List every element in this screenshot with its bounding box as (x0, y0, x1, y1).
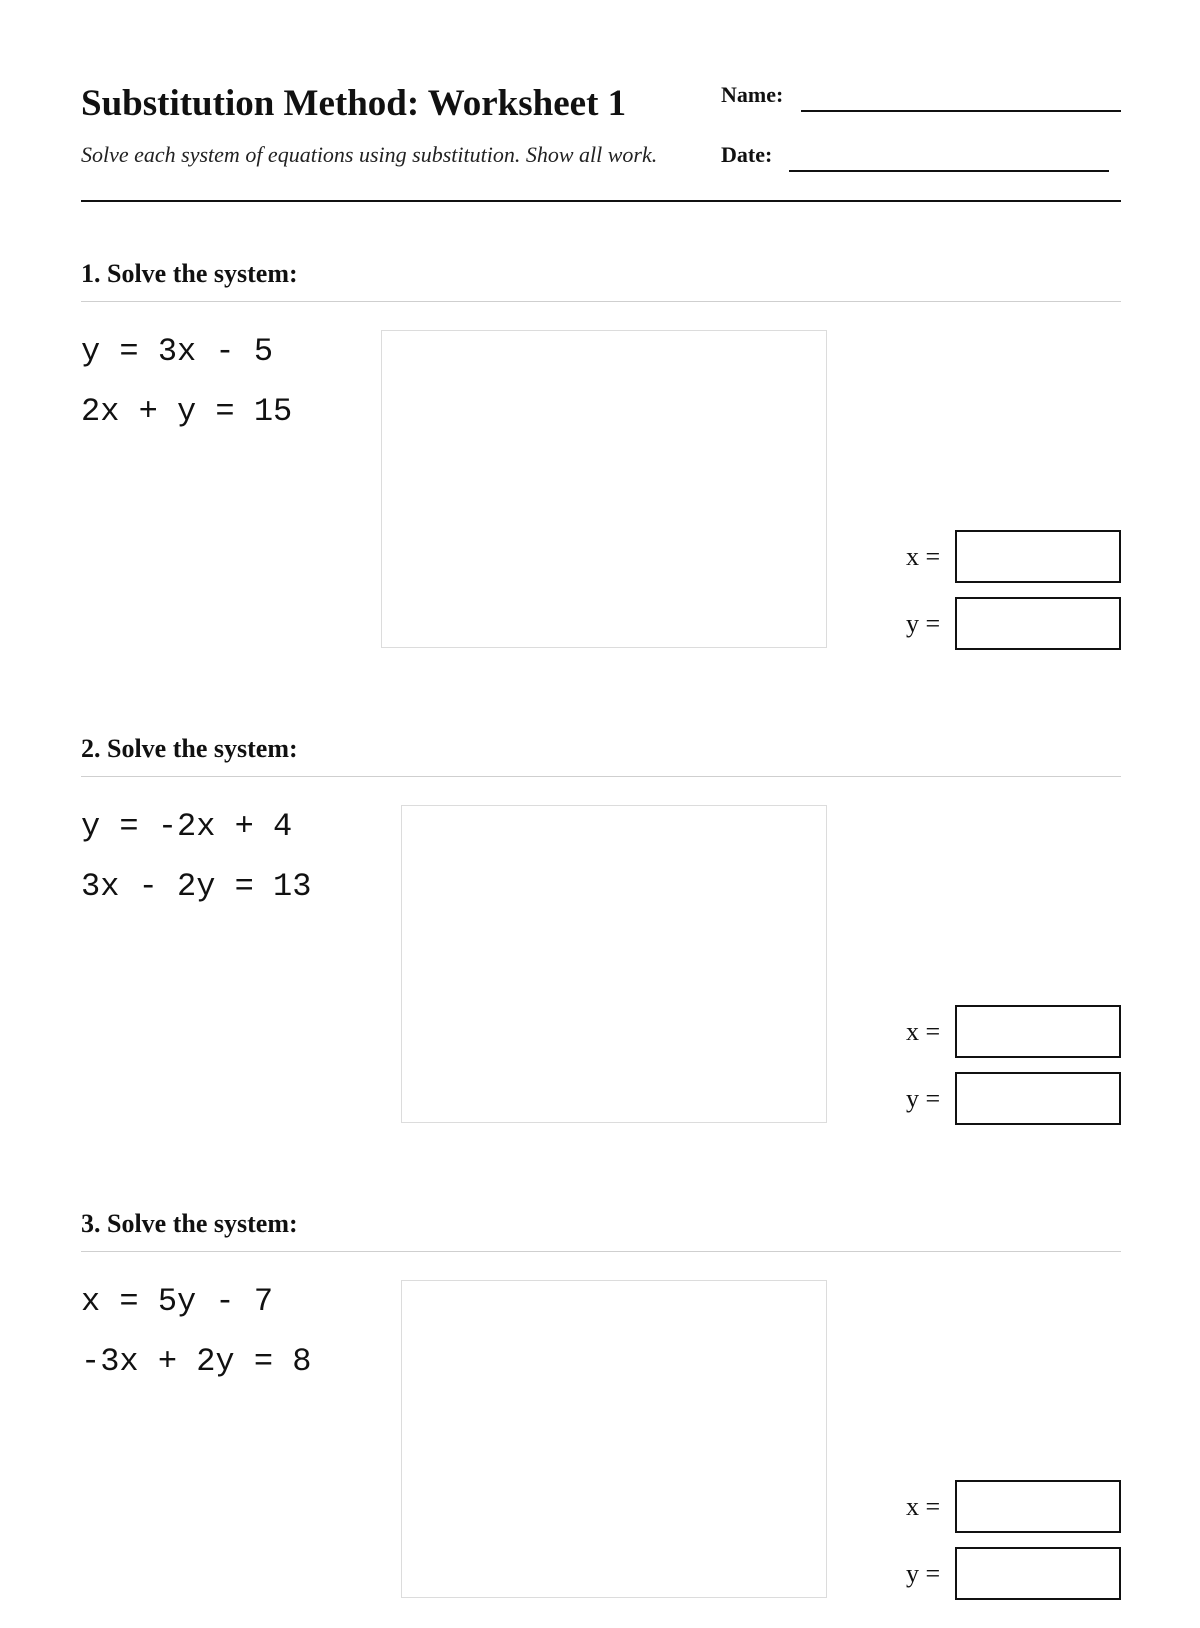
work-area[interactable] (401, 805, 827, 1123)
answer-x-box[interactable] (955, 1480, 1121, 1533)
problem-2 (81, 733, 1121, 1153)
date-label: Date: (721, 142, 773, 167)
problem-divider (81, 1251, 1121, 1252)
equation-1: y = 3x - 5 (81, 333, 274, 370)
equation-1: y = -2x + 4 (81, 808, 293, 845)
page-title: Substitution Method: Worksheet 1 (81, 83, 627, 124)
name-field[interactable] (801, 110, 1121, 112)
answer-x-box[interactable] (955, 1005, 1121, 1058)
problem-3 (81, 1208, 1121, 1628)
answer-y-box[interactable] (955, 1547, 1121, 1600)
answer-y-label: y = (906, 1559, 941, 1588)
answer-y-box[interactable] (955, 1072, 1121, 1125)
equation-2: -3x + 2y = 8 (81, 1343, 312, 1380)
equation-1: x = 5y - 7 (81, 1283, 274, 1320)
work-area[interactable] (401, 1280, 827, 1598)
problem-divider (81, 301, 1121, 302)
answer-x-label: x = (906, 542, 941, 571)
problem-divider (81, 776, 1121, 777)
equation-2: 2x + y = 15 (81, 393, 293, 430)
work-area[interactable] (381, 330, 827, 648)
answer-x-box[interactable] (955, 530, 1121, 583)
name-label: Name: (721, 82, 784, 107)
date-field[interactable] (789, 170, 1109, 172)
problem-heading: 2. Solve the system: (81, 734, 298, 763)
answer-x-label: x = (906, 1017, 941, 1046)
answer-y-label: y = (906, 1084, 941, 1113)
problem-1 (81, 258, 1121, 678)
problem-heading: 1. Solve the system: (81, 259, 298, 288)
header-divider (81, 200, 1121, 202)
equation-2: 3x - 2y = 13 (81, 868, 312, 905)
answer-x-label: x = (906, 1492, 941, 1521)
answer-y-label: y = (906, 609, 941, 638)
instructions: Solve each system of equations using substitution. Show all work. (81, 142, 658, 167)
problem-heading: 3. Solve the system: (81, 1209, 298, 1238)
answer-y-box[interactable] (955, 597, 1121, 650)
